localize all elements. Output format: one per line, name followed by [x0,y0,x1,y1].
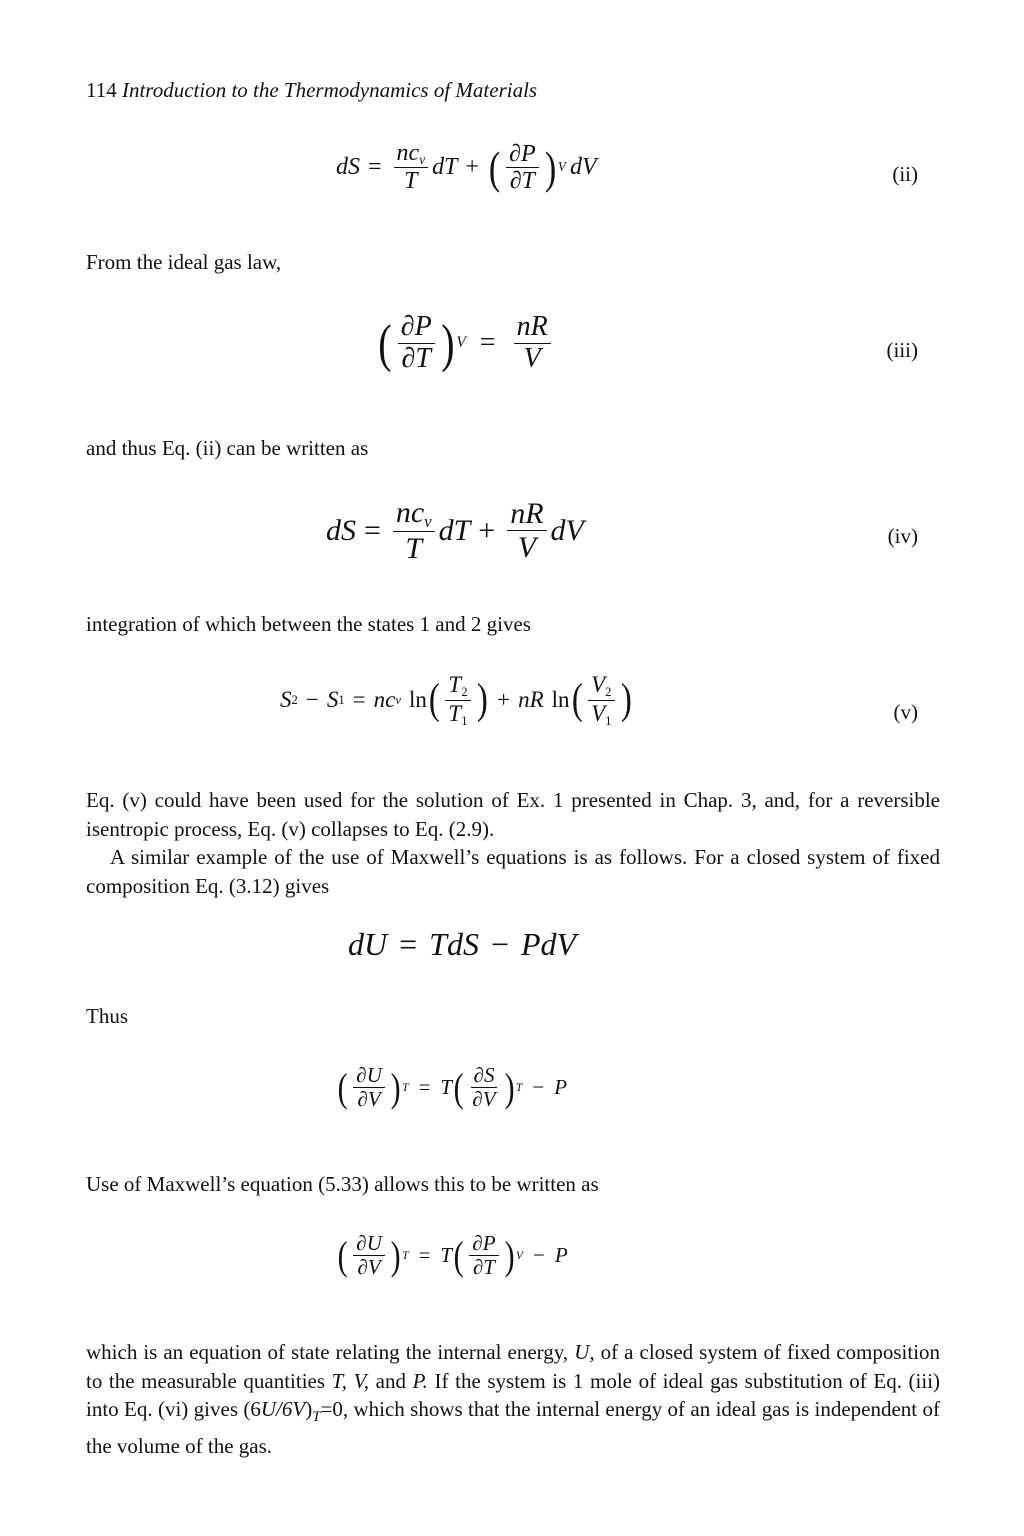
paragraph-text: T, V, [331,1368,370,1393]
paragraph-text: and [375,1368,406,1393]
equation-vi: ( $\frac{\partial U}{\partial V}$ ) T = T ( $\frac{\partial P}{\partial T}$ ) V − P [337,1231,568,1280]
paragraph-text: U/6V [260,1397,306,1421]
paragraph: Thus [86,1004,128,1028]
equation-du: dU = TdS − PdV [348,926,577,962]
equation-dudv: ( $\frac{\partial U}{\partial V}$ ) T = T ( $\frac{\partial S}{\partial V}$ ) T − P [337,1063,568,1112]
paragraph-text: A similar example of the use of Maxwell’s equations is as follows. For a closed system of fixed composition Eq. (3.12) gives [86,845,940,898]
paragraph: and thus Eq. (ii) can be written as [86,436,369,460]
page-number: 114 [86,78,117,102]
equation-number-ii: (ii) [892,162,918,186]
paragraph-text: P. [412,1368,428,1393]
equation-number-iii: (iii) [886,338,918,362]
equation-number-iv: (iv) [887,524,918,548]
paragraph [86,786,940,900]
equation-v: S 2 − S 1 = nc v ln ( $\frac{T_2}{T_1}$ ) + nR ln ( $\frac{V_2}{V_1}$ ) [280,672,632,728]
paragraph: integration of which between the states 1 and 2 gives [86,612,531,636]
equation-iii: ( $\frac{\partial P}{\partial T}$ ) V = $\frac{nR}{V}$ [376,312,555,375]
paragraph-text: ) [305,1397,313,1421]
paragraph-text: U, [574,1340,595,1364]
paragraph-text: which is an equation of state relating the internal energy, [86,1340,569,1364]
paragraph-text: =0, which shows that the internal energy of an ideal gas is independent of the volume of the gas. [86,1397,940,1458]
paragraph [86,1338,940,1460]
paragraph-text: Eq. (v) could have been used for the solution of Ex. 1 presented in Chap. 3, and, for a reversible isentropic process, Eq. (v) collapses to Eq. (2.9). [86,788,940,841]
page-header [86,78,537,103]
paragraph: From the ideal gas law, [86,250,282,274]
paragraph: Use of Maxwell’s equation (5.33) allows this to be written as [86,1172,599,1196]
paragraph-text: If the system is 1 mole of ideal gas substitution of Eq. (iii) into Eq. (vi) gives (6 [86,1368,941,1421]
equation-ii: dS = $\frac{nc_v}{T}$ dT + ( $\frac{\partial P}{\partial T}$ ) V dV [336,140,597,195]
paragraph-text: of a closed system of fixed composition to the measurable quantities [86,1340,941,1393]
paragraph-text: T [312,1409,321,1426]
book-title: Introduction to the Thermodynamics of Materials [121,78,538,102]
equation-iv: dS = $\frac{nc_v}{T}$ dT + $\frac{nR}{V}$ dV [326,496,584,566]
equation-number-v: (v) [893,700,918,724]
